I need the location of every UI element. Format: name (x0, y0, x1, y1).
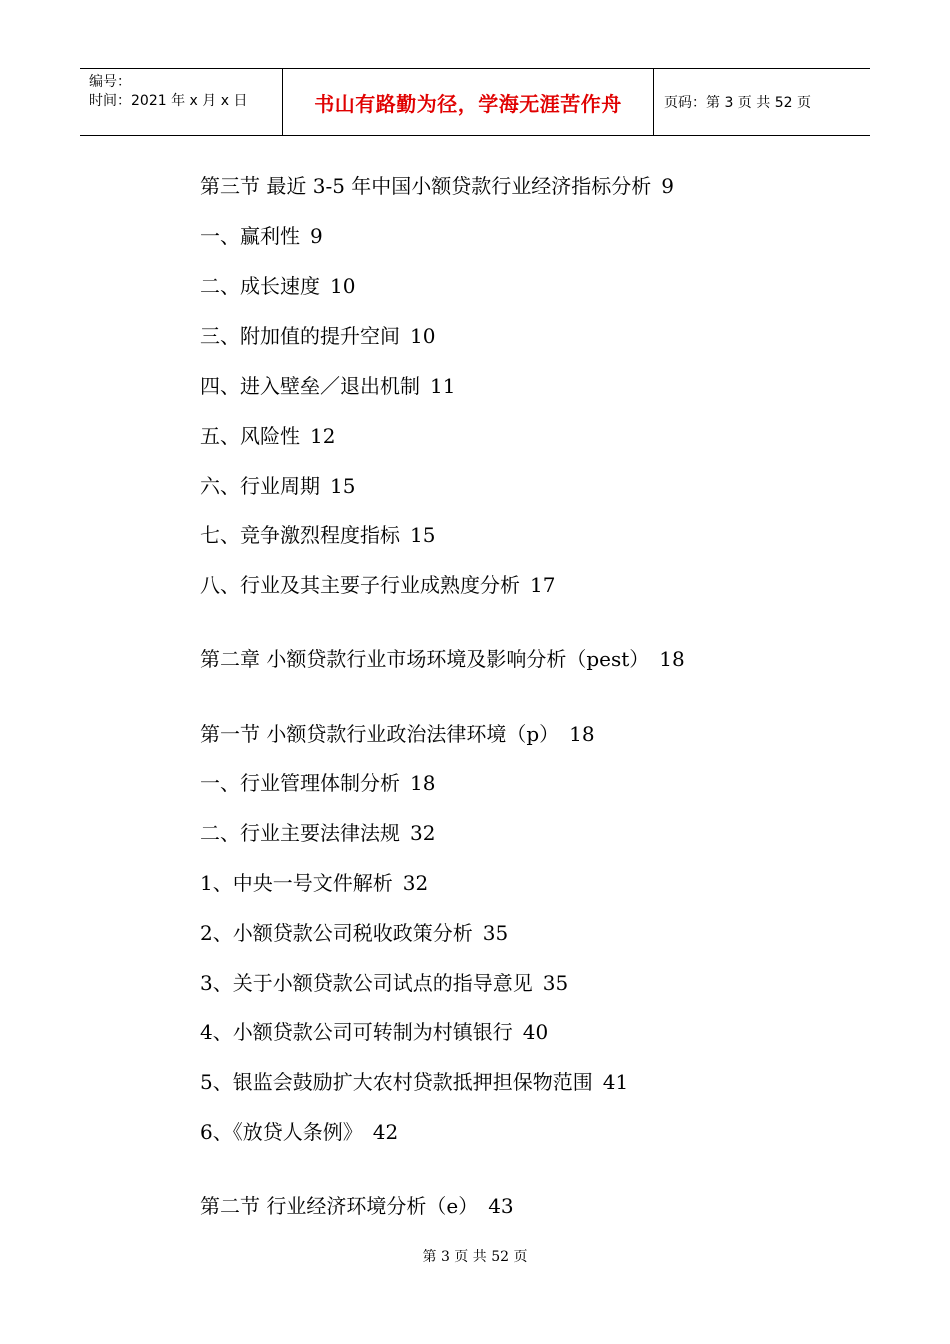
page-header (80, 68, 870, 136)
toc-title: 6、《放贷人条例》 (200, 1120, 363, 1144)
toc-entry[interactable] (200, 921, 508, 945)
toc-page-number: 42 (372, 1120, 399, 1144)
toc-entry[interactable] (200, 174, 674, 198)
toc-page-number: 18 (410, 771, 436, 795)
header-motto: 书山有路勤为径，学海无涯苦作舟 (282, 69, 654, 135)
toc-entry[interactable] (200, 1194, 514, 1218)
toc-page-number: 10 (330, 274, 356, 298)
toc-entry[interactable] (200, 274, 355, 298)
toc-page-number: 18 (569, 722, 595, 746)
toc-title: 4、小额贷款公司可转制为村镇银行 (200, 1020, 513, 1044)
toc-entry[interactable] (200, 1070, 628, 1094)
toc-title: 3、关于小额贷款公司试点的指导意见 (200, 971, 533, 995)
toc-title: 第一节 小额贷款行业政治法律环境（p） (200, 722, 560, 746)
toc-page-number: 15 (410, 523, 436, 547)
toc-title: 五、风险性 (200, 424, 300, 448)
doc-number-label: 编号： (89, 74, 131, 90)
toc-title: 二、成长速度 (200, 274, 320, 298)
toc-title: 四、进入壁垒／退出机制 (200, 374, 420, 398)
toc-page-number: 12 (310, 424, 336, 448)
toc-entry[interactable] (200, 647, 685, 671)
toc-entry[interactable] (200, 971, 568, 995)
toc-entry[interactable] (200, 1020, 548, 1044)
toc-page-number: 35 (482, 921, 509, 945)
toc-page-number: 43 (488, 1194, 514, 1218)
toc-entry[interactable] (200, 1120, 398, 1144)
toc-page-number: 10 (410, 324, 436, 348)
toc-title: 一、行业管理体制分析 (200, 771, 400, 795)
toc-entry[interactable] (200, 871, 428, 895)
toc-title: 六、行业周期 (200, 474, 320, 498)
toc-page-number: 32 (410, 821, 436, 845)
toc-entry[interactable] (200, 523, 435, 547)
toc-entry[interactable] (200, 573, 555, 597)
toc-entry[interactable] (200, 821, 435, 845)
toc-entry[interactable] (200, 324, 435, 348)
toc-page-number: 9 (661, 174, 675, 198)
toc-page-number: 17 (530, 573, 556, 597)
toc-title: 1、中央一号文件解析 (200, 871, 393, 895)
toc-title: 第二节 行业经济环境分析（e） (200, 1194, 479, 1218)
toc-page-number: 11 (430, 374, 456, 398)
toc-page-number: 35 (542, 971, 569, 995)
header-meta (80, 69, 282, 135)
toc-title: 2、小额贷款公司税收政策分析 (200, 921, 473, 945)
toc-title: 第二章 小额贷款行业市场环境及影响分析（pest） (200, 647, 650, 671)
toc-title: 三、附加值的提升空间 (200, 324, 400, 348)
toc-entry[interactable] (200, 722, 595, 746)
toc-entry[interactable] (200, 374, 455, 398)
toc-page-number: 9 (310, 224, 323, 248)
date-line: 时间：2021 年 x 月 x 日 (89, 93, 248, 109)
toc-entry[interactable] (200, 424, 335, 448)
toc-title: 5、银监会鼓励扩大农村贷款抵押担保物范围 (200, 1070, 593, 1094)
toc-page-number: 32 (402, 871, 429, 895)
toc-entry[interactable] (200, 474, 355, 498)
toc-title: 七、竞争激烈程度指标 (200, 523, 400, 547)
toc-page-number: 15 (330, 474, 356, 498)
toc-page-number: 40 (522, 1020, 549, 1044)
page-footer: 第 3 页 共 52 页 (422, 1249, 528, 1265)
header-page-info: 页码：第 3 页 共 52 页 (664, 95, 811, 111)
toc-title: 一、赢利性 (200, 224, 300, 248)
toc-entry[interactable] (200, 224, 323, 248)
toc-title: 二、行业主要法律法规 (200, 821, 400, 845)
toc-entry[interactable] (200, 771, 435, 795)
toc-page-number: 41 (602, 1070, 629, 1094)
toc-title: 第三节 最近 3-5 年中国小额贷款行业经济指标分析 (200, 174, 652, 198)
toc-title: 八、行业及其主要子行业成熟度分析 (200, 573, 520, 597)
toc-page-number: 18 (659, 647, 685, 671)
